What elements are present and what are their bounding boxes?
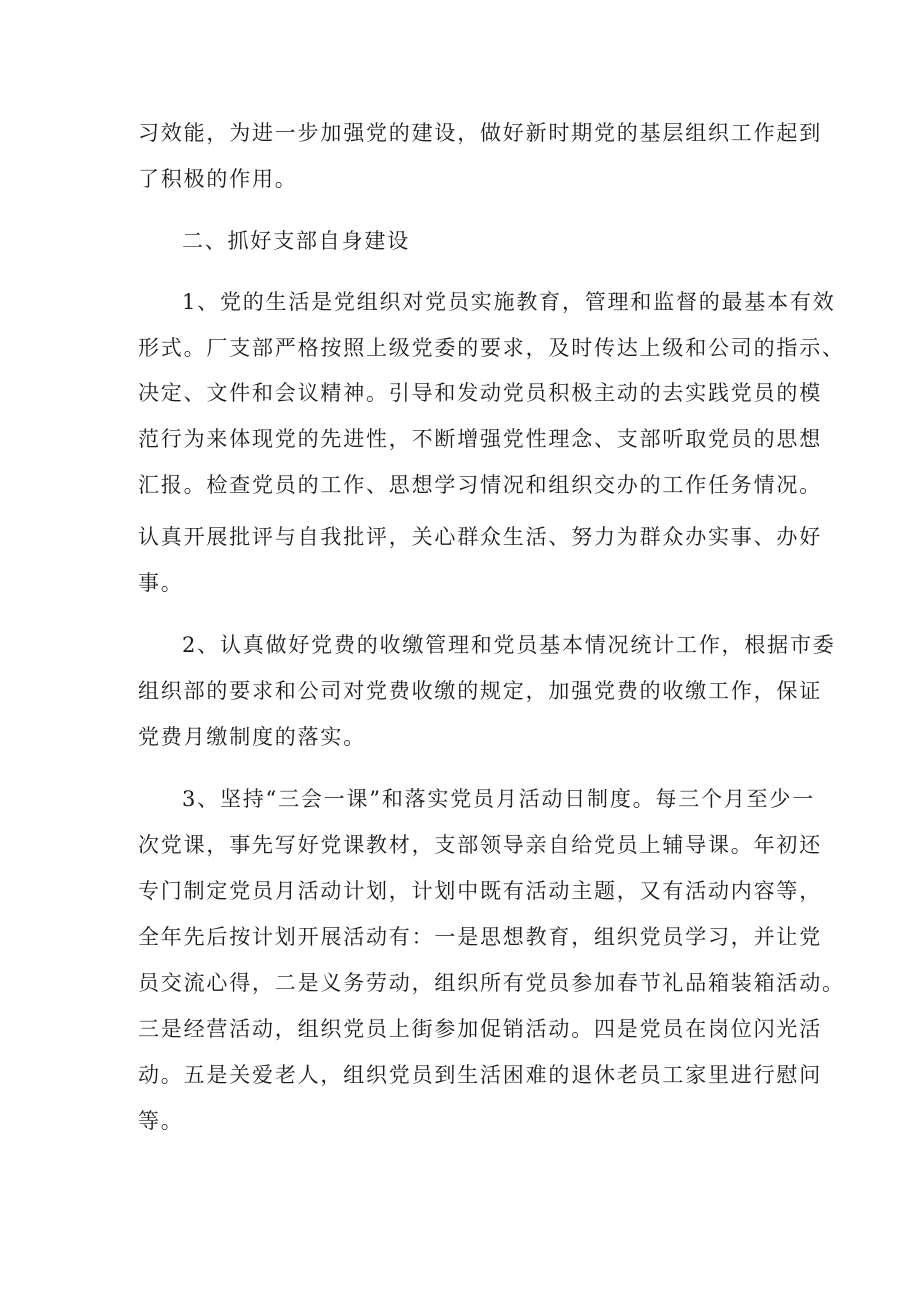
text-line: 习效能，为进一步加强党的建设，做好新时期党的基层组织工作起到: [138, 121, 822, 145]
paragraph-line: 决定、文件和会议精神。引导和发动党员积极主动的去实践党员的模: [138, 381, 822, 405]
paragraph-line: 3、坚持“三会一课”和落实党员月活动日制度。每三个月至少一: [182, 787, 816, 811]
paragraph-line: 党费月缴制度的落实。: [138, 725, 366, 749]
section-heading: 二、抓好支部自身建设: [182, 229, 410, 253]
paragraph-line: 全年先后按计划开展活动有：一是思想教育，组织党员学习，并让党: [138, 925, 822, 949]
paragraph-line: 2、认真做好党费的收缴管理和党员基本情况统计工作，根据市委: [182, 633, 836, 657]
paragraph-line: 三是经营活动，组织党员上街参加促销活动。四是党员在岗位闪光活: [138, 1017, 822, 1041]
paragraph-line: 动。五是关爱老人，组织党员到生活困难的退休老员工家里进行慰问: [138, 1063, 822, 1087]
paragraph-line: 等。: [138, 1109, 184, 1133]
paragraph-line: 次党课，事先写好党课教材，支部领导亲自给党员上辅导课。年初还: [138, 833, 822, 857]
text-line: 了积极的作用。: [138, 167, 298, 191]
paragraph-line: 认真开展批评与自我批评，关心群众生活、努力为群众办实事、办好: [138, 525, 822, 549]
paragraph-line: 组织部的要求和公司对党费收缴的规定，加强党费的收缴工作，保证: [138, 679, 822, 703]
paragraph-line: 员交流心得，二是义务劳动，组织所有党员参加春节礼品箱装箱活动。: [138, 971, 845, 995]
paragraph-line: 事。: [138, 571, 184, 595]
paragraph-line: 汇报。检查党员的工作、思想学习情况和组织交办的工作任务情况。: [138, 473, 822, 497]
paragraph-line: 1、党的生活是党组织对党员实施教育，管理和监督的最基本有效: [182, 290, 836, 314]
paragraph-line: 形式。厂支部严格按照上级党委的要求，及时传达上级和公司的指示、: [138, 336, 845, 360]
paragraph-line: 范行为来体现党的先进性，不断增强党性理念、支部听取党员的思想: [138, 427, 822, 451]
paragraph-line: 专门制定党员月活动计划，计划中既有活动主题，又有活动内容等，: [138, 879, 822, 903]
